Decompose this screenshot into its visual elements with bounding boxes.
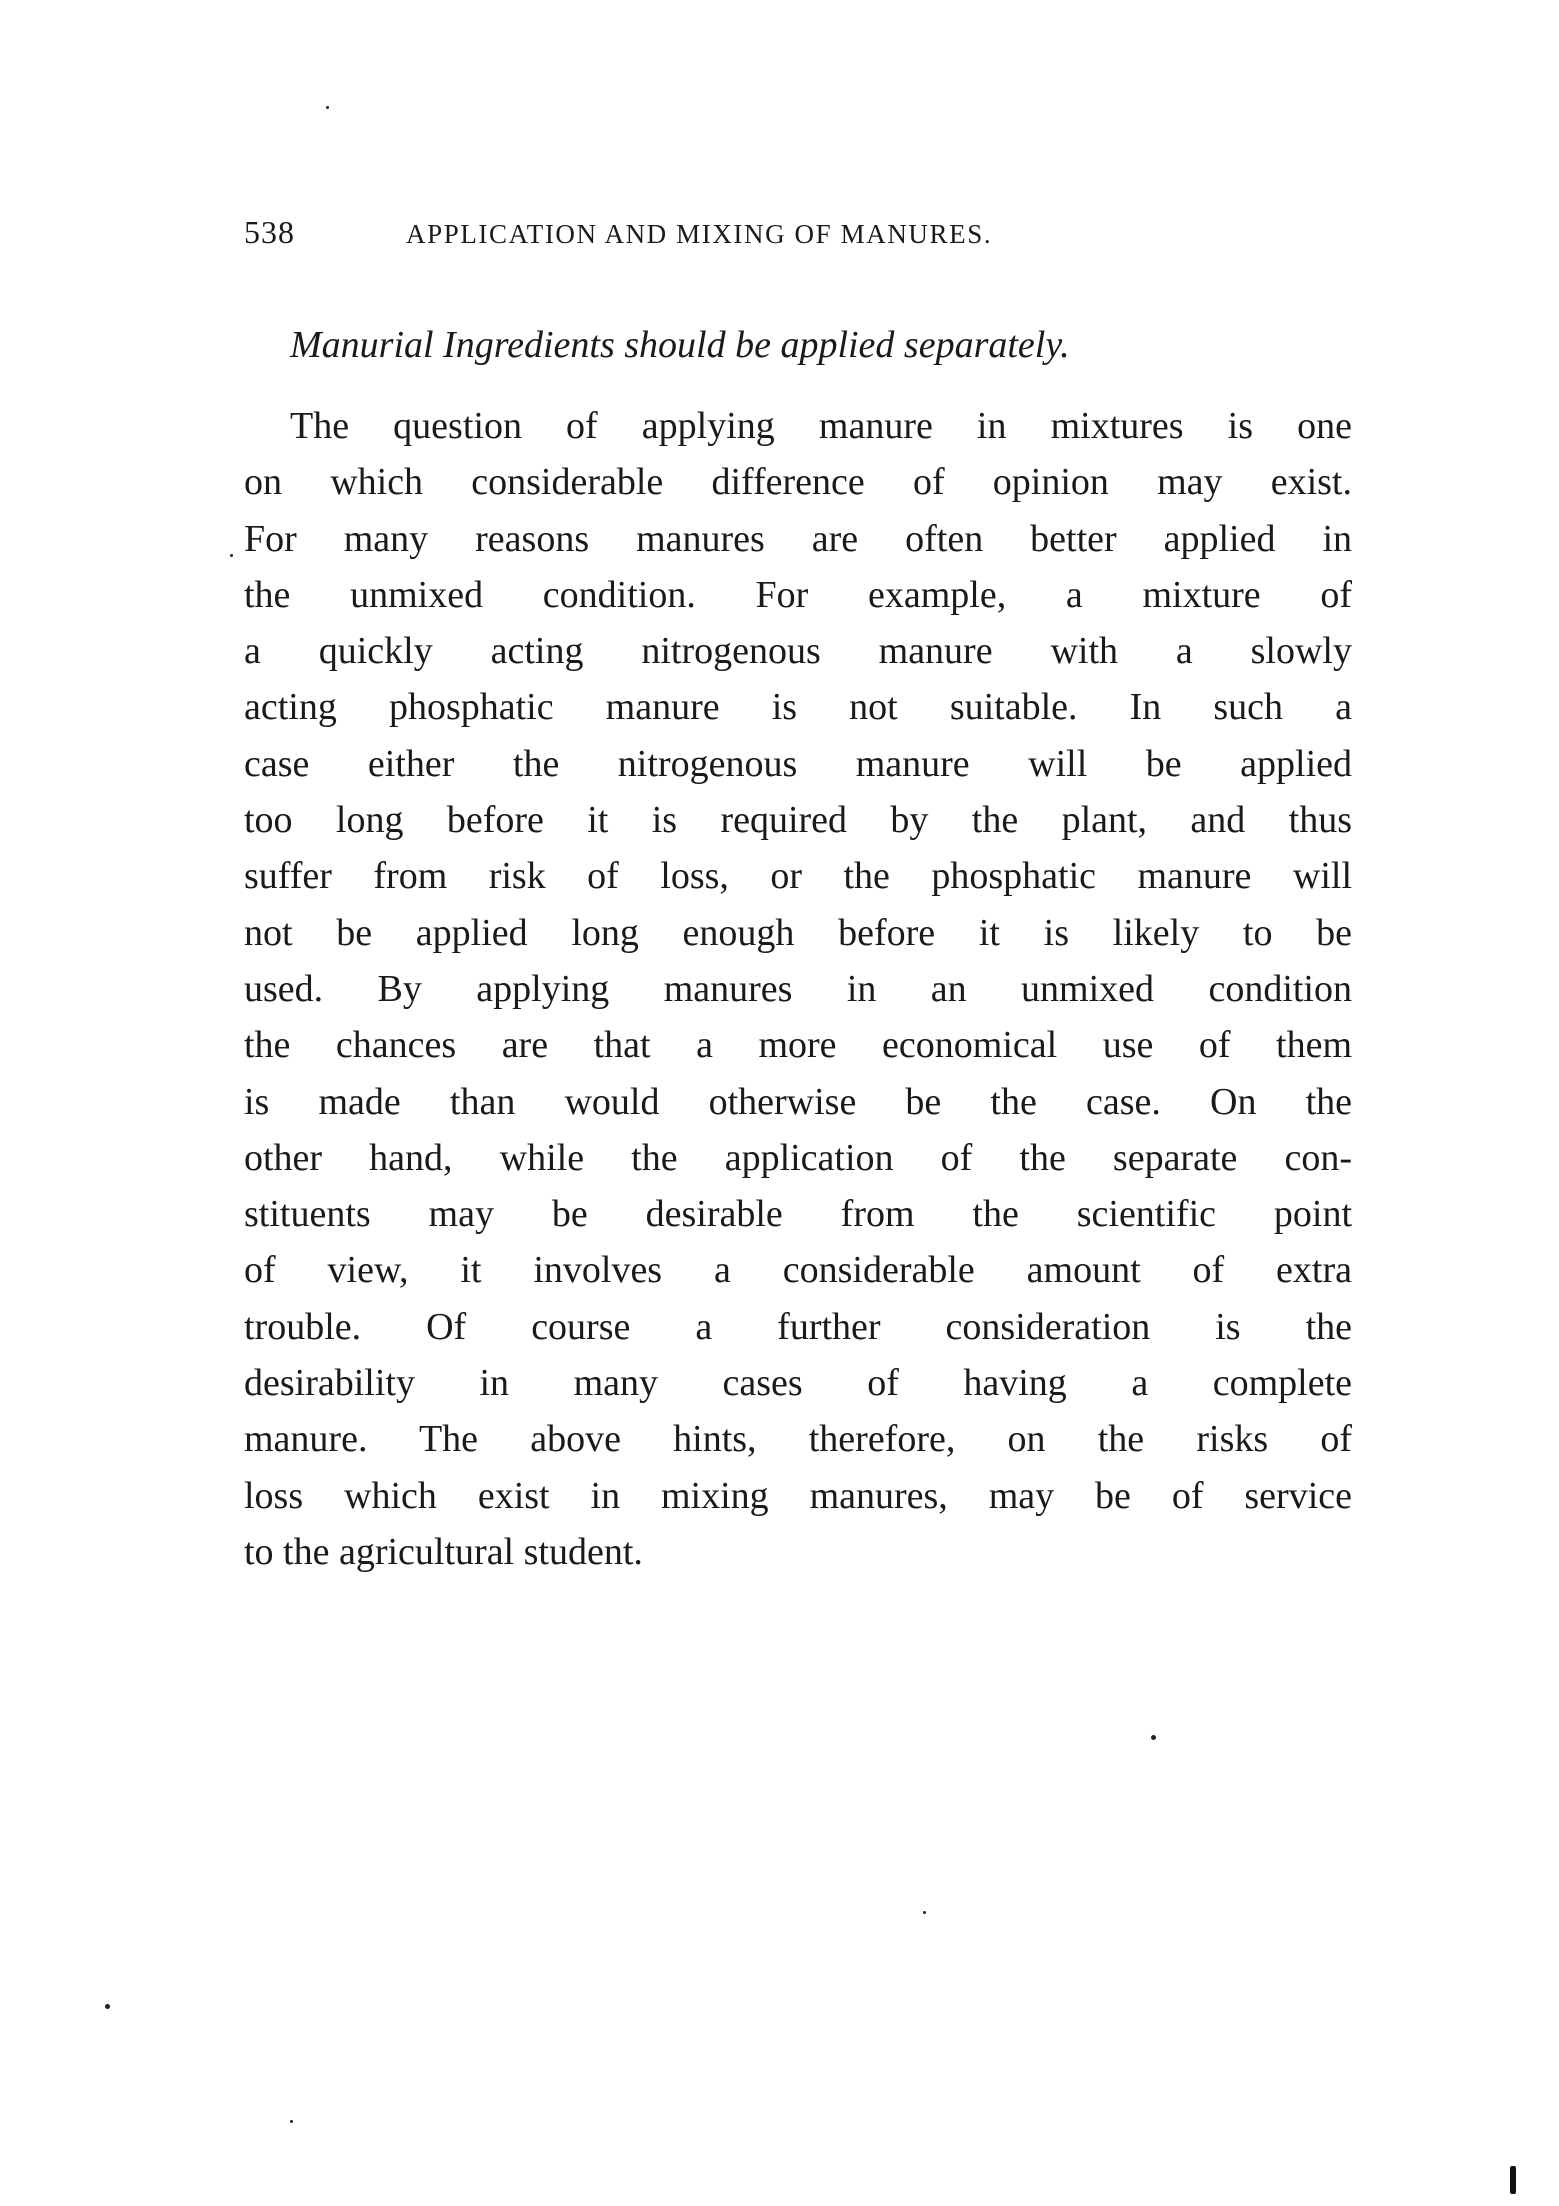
text-line: suffer from risk of loss, or the phosphatic manure will bbox=[244, 855, 1352, 898]
text-line: The question of applying manure in mixtures is one bbox=[290, 405, 1352, 447]
text-line: used. By applying manures in an unmixed condition bbox=[244, 967, 1352, 1010]
text-line: on which considerable difference of opinion may exist. bbox=[244, 461, 1352, 504]
text-line: desirability in many cases of having a complete bbox=[244, 1362, 1352, 1405]
text-line: a quickly acting nitrogenous manure with a slowly bbox=[244, 630, 1352, 673]
text-line: other hand, while the application of the separate con- bbox=[244, 1136, 1352, 1179]
scan-speck bbox=[230, 554, 233, 557]
text-line: For many reasons manures are often better applied in bbox=[244, 517, 1352, 560]
text-line: loss which exist in mixing manures, may be of service bbox=[244, 1474, 1352, 1517]
text-line: not be applied long enough before it is likely to be bbox=[244, 911, 1352, 954]
page-number: 538 bbox=[244, 214, 295, 250]
text-line: to the agricultural student. bbox=[244, 1530, 643, 1573]
text-line: case either the nitrogenous manure will be applied bbox=[244, 742, 1352, 785]
text-line: trouble. Of course a further consideration is the bbox=[244, 1305, 1352, 1348]
scan-speck bbox=[290, 2120, 293, 2123]
scan-edge-mark bbox=[1510, 2166, 1516, 2194]
scan-speck bbox=[923, 1911, 926, 1914]
text-line: the chances are that a more economical use of them bbox=[244, 1024, 1352, 1067]
body-paragraph bbox=[244, 398, 1352, 1580]
text-line: acting phosphatic manure is not suitable. In such a bbox=[244, 686, 1352, 729]
text-line: the unmixed condition. For example, a mixture of bbox=[244, 573, 1352, 616]
text-line: manure. The above hints, therefore, on the risks of bbox=[244, 1418, 1352, 1461]
text-line: too long before it is required by the plant, and thus bbox=[244, 799, 1352, 842]
running-head bbox=[244, 210, 1244, 254]
scan-speck bbox=[105, 2004, 110, 2009]
text-line: of view, it involves a considerable amount of extra bbox=[244, 1249, 1352, 1292]
text-line: is made than would otherwise be the case. On the bbox=[244, 1080, 1352, 1123]
text-line: stituents may be desirable from the scientific point bbox=[244, 1193, 1352, 1236]
scan-speck bbox=[1151, 1735, 1156, 1740]
section-heading: Manurial Ingredients should be applied separately. bbox=[290, 324, 1070, 366]
running-title: APPLICATION AND MIXING OF MANURES. bbox=[406, 219, 993, 249]
scan-speck bbox=[326, 106, 329, 109]
